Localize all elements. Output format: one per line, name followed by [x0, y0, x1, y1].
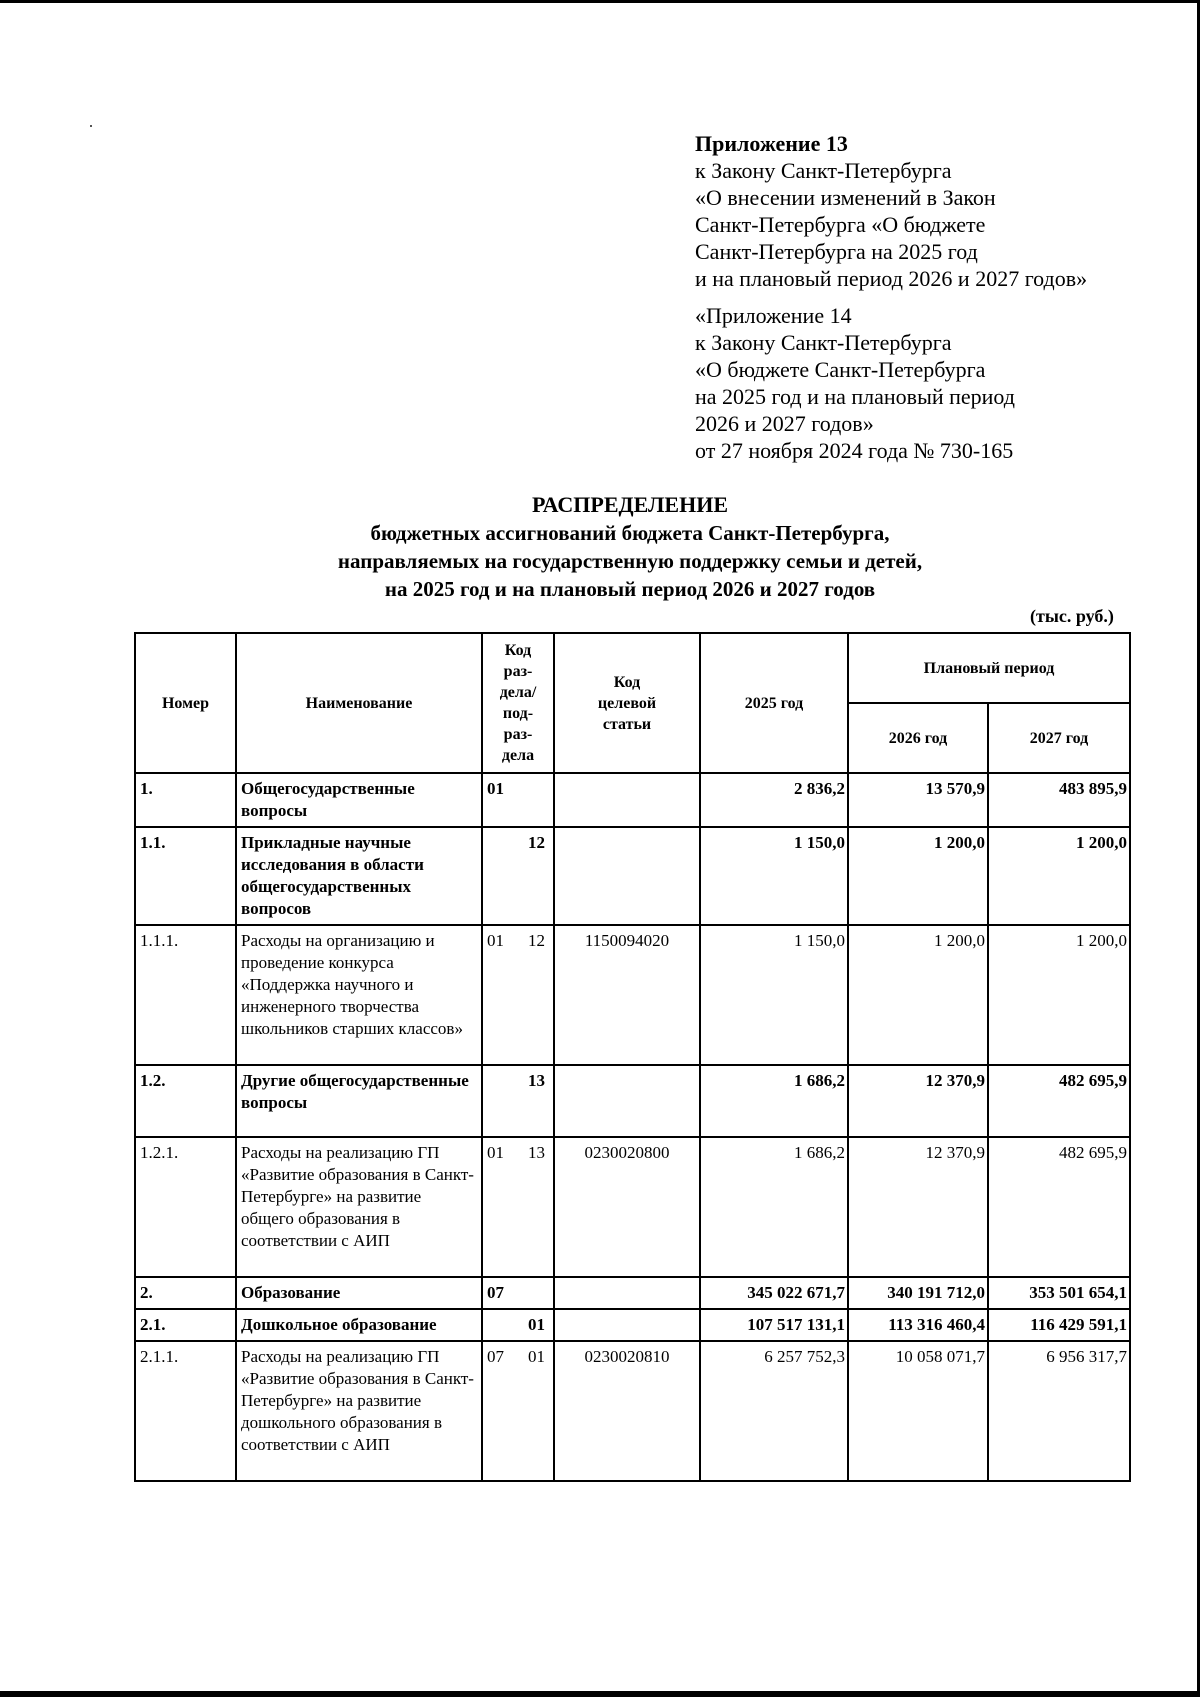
scan-edge-bottom — [0, 1691, 1200, 1697]
cell-number: 2.1.1. — [135, 1341, 236, 1481]
cell-2026: 13 570,9 — [848, 773, 988, 827]
table-row — [135, 1065, 1130, 1137]
cell-2027: 483 895,9 — [988, 773, 1130, 827]
cell-target-code — [554, 827, 700, 925]
cell-name: Расходы на организацию и проведение конкурса «Поддержка научного и инженерного творчества школьников старших классов» — [236, 925, 482, 1065]
cell-section-code — [482, 1309, 554, 1341]
cell-2027: 482 695,9 — [988, 1065, 1130, 1137]
table-row — [135, 773, 1130, 827]
cell-section-code — [482, 1065, 554, 1137]
cell-subsection: 12 — [528, 833, 545, 852]
scan-edge-top — [0, 0, 1200, 3]
cell-section: 01 — [487, 779, 504, 798]
cell-2026: 113 316 460,4 — [848, 1309, 988, 1341]
document-subtitle — [0, 519, 1200, 603]
cell-number: 1. — [135, 773, 236, 827]
cell-name: Расходы на реализацию ГП «Развитие образования в Санкт-Петербурге» на развитие общего образования в соответствии с АИП — [236, 1137, 482, 1277]
subtitle-line: направляемых на государственную поддержку семьи и детей, — [337, 549, 923, 573]
cell-section: 07 — [487, 1283, 504, 1302]
cell-section-code — [482, 1137, 554, 1277]
annex-current — [695, 130, 1175, 292]
cell-section: 01 — [487, 931, 504, 950]
cell-target-code — [554, 773, 700, 827]
cell-2027: 6 956 317,7 — [988, 1341, 1130, 1481]
table-row — [135, 1341, 1130, 1481]
cell-number: 1.2. — [135, 1065, 236, 1137]
cell-target-code: 0230020800 — [554, 1137, 700, 1277]
cell-subsection: 12 — [528, 931, 545, 950]
cell-name: Образование — [236, 1277, 482, 1309]
header-name: Наименование — [236, 633, 482, 773]
cell-number: 2.1. — [135, 1309, 236, 1341]
cell-name: Другие общегосударственные вопросы — [236, 1065, 482, 1137]
header-2027: 2027 год — [988, 703, 1130, 773]
annex-line: и на плановый период 2026 и 2027 годов» — [695, 266, 1088, 291]
cell-subsection: 13 — [528, 1143, 545, 1162]
subtitle-line: на 2025 год и на плановый период 2026 и 2027 годов — [384, 577, 876, 601]
header-section-code: Код раз- дела/ под- раз- дела — [482, 633, 554, 773]
cell-section-code — [482, 925, 554, 1065]
annex-prev-line: на 2025 год и на плановый период — [695, 384, 1015, 409]
annex-line: Санкт-Петербурга «О бюджете — [695, 212, 986, 237]
cell-2026: 12 370,9 — [848, 1137, 988, 1277]
annex-prev-line: «О бюджете Санкт-Петербурга — [695, 357, 986, 382]
cell-2025: 345 022 671,7 — [700, 1277, 848, 1309]
cell-target-code: 1150094020 — [554, 925, 700, 1065]
annex-line: «О внесении изменений в Закон — [695, 185, 996, 210]
cell-section: 07 — [487, 1347, 504, 1366]
cell-subsection: 01 — [528, 1347, 545, 1366]
annex-prev-line: «Приложение 14 — [695, 303, 852, 328]
scan-speck — [90, 125, 92, 127]
cell-2027: 482 695,9 — [988, 1137, 1130, 1277]
cell-name: Прикладные научные исследования в области общегосударственных вопросов — [236, 827, 482, 925]
header-2026: 2026 год — [848, 703, 988, 773]
cell-target-code — [554, 1277, 700, 1309]
annex-header — [695, 130, 1175, 474]
cell-2026: 1 200,0 — [848, 925, 988, 1065]
cell-name: Дошкольное образование — [236, 1309, 482, 1341]
cell-2025: 6 257 752,3 — [700, 1341, 848, 1481]
document-title: РАСПРЕДЕЛЕНИЕ — [531, 492, 728, 517]
cell-2025: 1 686,2 — [700, 1065, 848, 1137]
table-row — [135, 827, 1130, 925]
cell-2026: 340 191 712,0 — [848, 1277, 988, 1309]
cell-section-code — [482, 773, 554, 827]
cell-number: 1.1. — [135, 827, 236, 925]
cell-2025: 2 836,2 — [700, 773, 848, 827]
table-row — [135, 1309, 1130, 1341]
table-row — [135, 925, 1130, 1065]
budget-table — [134, 632, 1131, 1482]
cell-section-code — [482, 1341, 554, 1481]
cell-section-code — [482, 1277, 554, 1309]
table-body — [135, 773, 1130, 1481]
annex-title: Приложение 13 — [695, 131, 848, 156]
table-row — [135, 1137, 1130, 1277]
header-target-code: Код целевой статьи — [554, 633, 700, 773]
cell-2027: 1 200,0 — [988, 827, 1130, 925]
units-label: (тыс. руб.) — [1030, 606, 1114, 626]
cell-name: Общегосударственные вопросы — [236, 773, 482, 827]
cell-target-code: 0230020810 — [554, 1341, 700, 1481]
annex-previous — [695, 302, 1175, 464]
cell-number: 1.2.1. — [135, 1137, 236, 1277]
cell-2026: 1 200,0 — [848, 827, 988, 925]
cell-subsection: 13 — [528, 1071, 545, 1090]
annex-prev-line: к Закону Санкт-Петербурга — [695, 330, 952, 355]
cell-2025: 1 686,2 — [700, 1137, 848, 1277]
cell-2025: 107 517 131,1 — [700, 1309, 848, 1341]
cell-2025: 1 150,0 — [700, 827, 848, 925]
table-row — [135, 1277, 1130, 1309]
cell-2026: 10 058 071,7 — [848, 1341, 988, 1481]
cell-number: 1.1.1. — [135, 925, 236, 1065]
header-planned-period: Плановый период — [848, 633, 1130, 703]
annex-line: к Закону Санкт-Петербурга — [695, 158, 952, 183]
header-number: Номер — [135, 633, 236, 773]
annex-prev-line: от 27 ноября 2024 года № 730-165 — [695, 438, 1014, 463]
cell-name: Расходы на реализацию ГП «Развитие образования в Санкт-Петербурге» на развитие дошкольного образования в соответствии с АИП — [236, 1341, 482, 1481]
cell-number: 2. — [135, 1277, 236, 1309]
cell-2027: 116 429 591,1 — [988, 1309, 1130, 1341]
subtitle-line: бюджетных ассигнований бюджета Санкт-Петербурга, — [370, 521, 890, 545]
cell-subsection: 01 — [528, 1315, 545, 1334]
annex-prev-line: 2026 и 2027 годов» — [695, 411, 874, 436]
cell-2027: 1 200,0 — [988, 925, 1130, 1065]
cell-2027: 353 501 654,1 — [988, 1277, 1130, 1309]
cell-2026: 12 370,9 — [848, 1065, 988, 1137]
cell-section-code — [482, 827, 554, 925]
cell-target-code — [554, 1065, 700, 1137]
annex-line: Санкт-Петербурга на 2025 год — [695, 239, 978, 264]
header-2025: 2025 год — [700, 633, 848, 773]
cell-target-code — [554, 1309, 700, 1341]
cell-section: 01 — [487, 1143, 504, 1162]
cell-2025: 1 150,0 — [700, 925, 848, 1065]
